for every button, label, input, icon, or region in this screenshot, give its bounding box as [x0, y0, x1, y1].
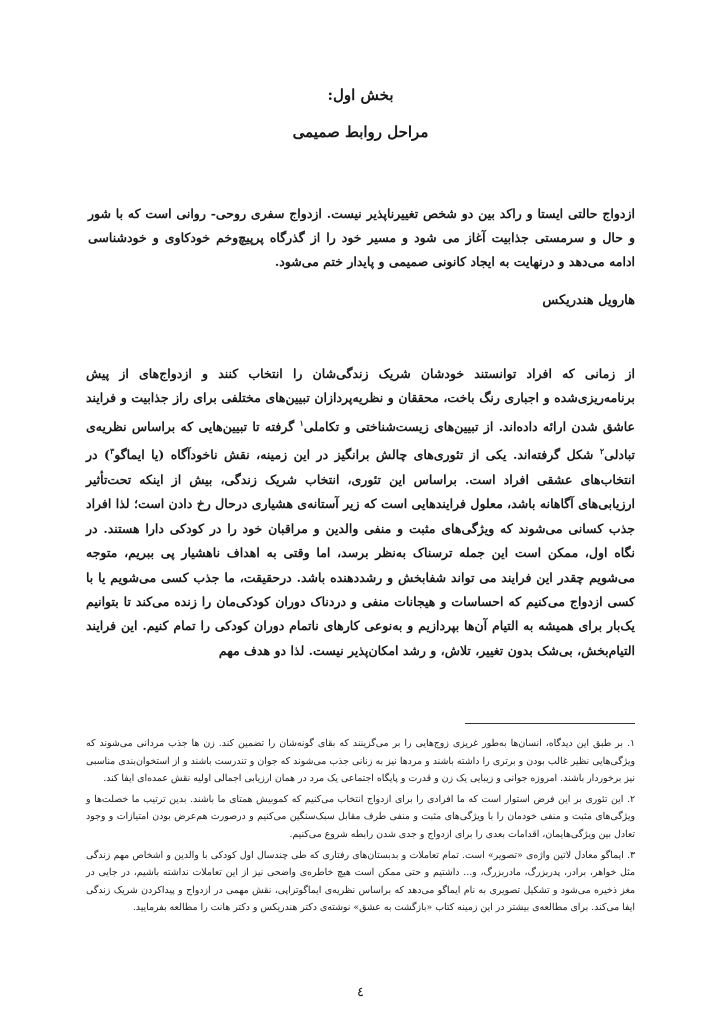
chapter-title: مراحل روابط صمیمی	[292, 123, 429, 141]
footnote-1: ۱. بر طبق این دیدگاه، انسان‌ها به‌طور غریزی زوج‌هایی را بر می‌گزینند که بقای گونه‌شان را تضمین کند. زن ها جذب مردانی می‌شوند که ویژگی‌هایی نظیر غالب بودن و برتری را داشته باشند و مردها نیز به زنانی جذب می‌شوند که جوان و تندرست باشند و از استخوان‌بندی مناسبی نیز برخوردار باشند. امروزه جوانی و زیبایی یک زن و قدرت و پایگاه اجتماعی یک مرد در همان ارزیابی اجمالی اولیه نقش عمده‌ای ایفا کند.	[86, 738, 635, 785]
epigraph-quote: ازدواج حالتی ایستا و راکد بین دو شخص تغییرناپذیر نیست. ازدواج سفری روحی- روانی است که با شور و حال و سرمستی جذابیت آغاز می شود و مسیر خود را از گذرگاه پرپیچ‌وخم خودکاوی و خودشناسی ادامه می‌دهد و درنهایت به ایجاد کانونی صمیمی و پایدار ختم می‌شود.	[88, 206, 635, 269]
footnote-3: ۳. ایماگو معادل لاتین واژه‌ی «تصویر» است. تمام تعاملات و بدبستان‌های رفتاری که طی چندسال اول کودکی با والدین و اشخاص مهم زندگی مثل خواهر، برادر، پدربزرگ، مادربزرگ، و... داشتیم و حتی ممکن است هیچ خاطره‌ی واضحی نیز از این تعاملات نداشته باشیم، در جایی در مغز ذخیره می‌شود و تشکیل تصویری به نام ایماگو می‌دهد که براساس نظریه‌ی ایماگوتراپی، نقش مهمی در ازدواج و پیداکردن شریک زندگی ایفا می‌کند. برای مطالعه‌ی بیشتر در این زمینه کتاب «بازگشت به عشق» نوشته‌ی دکتر هندریکس و دکتر هانت را مطالعه بفرمایید.	[86, 849, 635, 914]
footnote-divider	[465, 723, 635, 724]
body-paragraph	[86, 362, 635, 663]
epigraph-author: هارویل هندریکس	[542, 293, 635, 308]
body-text-segment: شکل گرفته‌اند. یکی از تئوری‌های چالش برانگیز در این زمینه، نقش ناخودآگاه (یا ایماگو	[114, 447, 600, 463]
footnote-ref-1: ۱	[299, 417, 304, 428]
body-text-segment: ) در انتخاب‌های عشقی افراد است. براساس این تئوری، انتخاب شریک زندگی، بیش از اینکه تحت‌تأثیر ارزیابی‌های آگاهانه باشد، معلول فرایندهایی است که زیر آستانه‌ی هشیاری درحال رخ دادن است؛ لذا افراد جذب کسانی می‌شوند که ویژگی‌های مثبت و منفی والدین و مراقبان خود را در کودکی دارا هستند. در نگاه اول، ممکن است این جمله ترسناک به‌نظر برسد، اما وقتی به اهداف ناهشیار پی ببریم، متوجه می‌شویم چقدر این فرایند می تواند شفابخش و رشددهنده باشد. درحقیقت، ما جذب کسی می‌شویم یا با کسی ازدواج می‌کنیم که احساسات و هیجانات منفی و دردناک دوران کودکی‌مان را زنده می‌کند تا بتوانیم یک‌بار برای همیشه به التیام آن‌ها بپردازیم و به‌نوعی کارهای ناتمام دوران کودکی را تمام کنیم. این فرایند التیام‌بخش، بی‌شک بدون تغییر، تلاش، و رشد امکان‌پذیر نیست. لذا دو هدف مهم	[86, 447, 635, 658]
footnote-2: ۲. این تئوری بر این فرض استوار است که ما افرادی را برای ازدواج انتخاب می‌کنیم که کموبیش همتای ما باشند. بدین ترتیب ما خصلت‌ها و ویژگی‌های مثبت و منفی خودمان را با ویژگی‌های مثبت و منفی طرف مقابل سبک‌سنگین می‌کنیم و درصورت هم‌عرض بودن امتیازات و وجود تعادل بین ویژگی‌هایمان، اقدامات بعدی را برای ازدواج و جدی شدن رابطه شروع می‌کنیم.	[86, 793, 635, 840]
part-title: بخش اول:	[327, 86, 394, 104]
body-text-segment: از زمانی که افراد توانستند خودشان شریک زندگی‌شان را انتخاب کنند و ازدواج‌های از پیش برنامه‌ریزی‌شده و اجباری رنگ باخت، محققان و نظریه‌پردازان تبیین‌های مختلفی برای راز جذابیت و فرایند عاشق شدن ارائه داده‌اند. از تبیین‌های زیست‌شناختی و تکاملی	[86, 366, 635, 434]
footnote-ref-2: ۲	[599, 446, 605, 457]
footnotes	[86, 735, 635, 920]
body-text-segment: گرفته تا تبیین‌هایی که براساس نظریه‌ی تبادلی	[86, 418, 636, 463]
footnote-ref-3: ۳	[109, 446, 115, 457]
page-number: ٤	[357, 985, 364, 1000]
